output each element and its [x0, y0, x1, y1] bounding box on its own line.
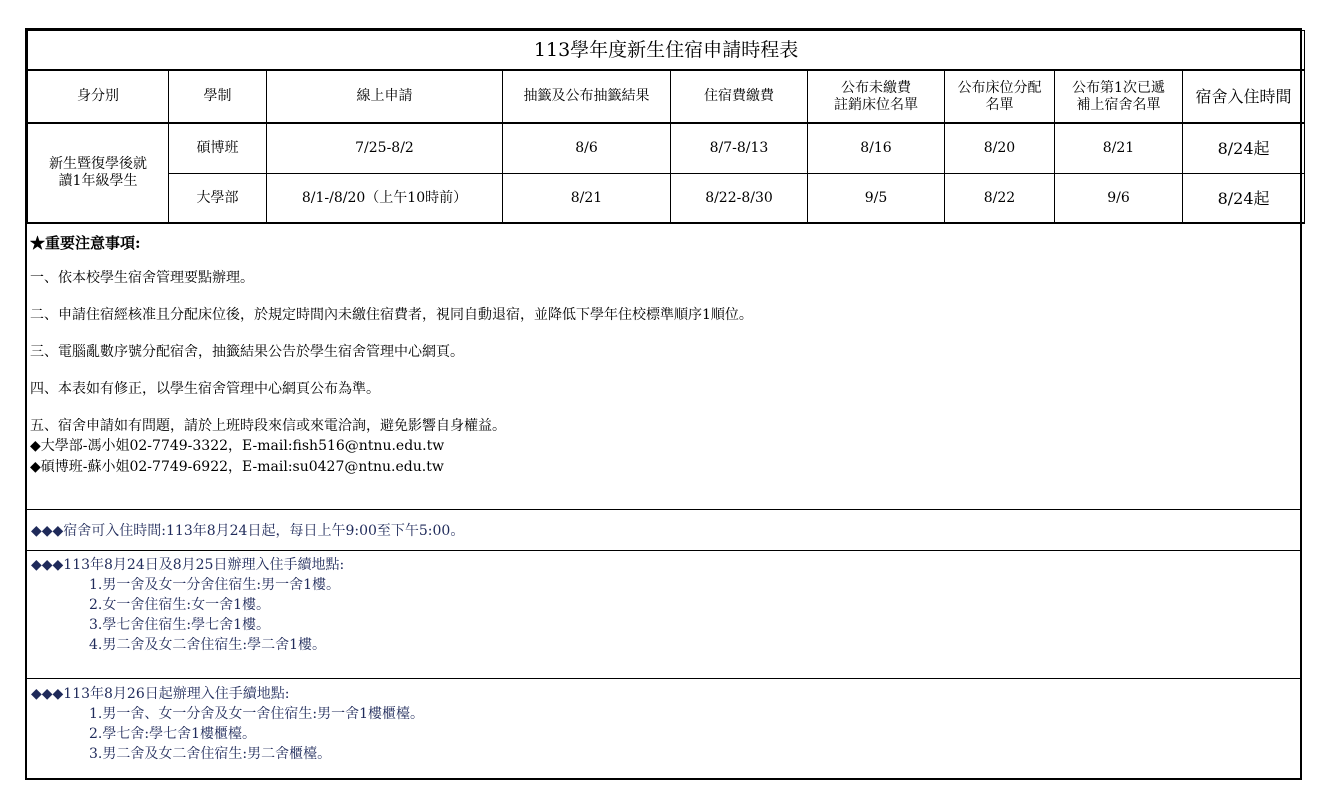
checkin-cell: 8/24起 — [1183, 123, 1305, 174]
note-item-3: 三、電腦亂數序號分配宿舍，抽籤結果公告於學生宿舍管理中心網頁。 — [30, 344, 464, 360]
header-program: 學制 — [169, 70, 267, 123]
header-bed-line-2: 名單 — [985, 96, 1014, 113]
payment-cell: 8/22-8/30 — [671, 174, 808, 224]
identity-cell — [28, 123, 169, 223]
note-item-4: 四、本表如有修正，以學生宿舍管理中心網頁公布為準。 — [30, 381, 380, 397]
unpaid-cell: 8/16 — [808, 123, 945, 174]
header-bed-allocation — [945, 70, 1055, 123]
online-cell: 8/1-/8/20（上午10時前） — [267, 174, 503, 224]
contact-undergraduate: ◆大學部-馮小姐02-7749-3322，E-mail:fish516@ntnu.edu.tw — [30, 438, 445, 454]
header-waitlist-line-1: 公布第1次已遞 — [1072, 79, 1165, 96]
header-waitlist-line-2: 補上宿舍名單 — [1076, 96, 1161, 113]
program-cell: 碩博班 — [169, 123, 267, 174]
header-waitlist — [1055, 70, 1183, 123]
identity-line-2: 讀1年級學生 — [58, 173, 138, 189]
schedule-table — [27, 30, 1305, 224]
location-a-heading: ◆◆◆113年8月24日及8月25日辦理入住手續地點: — [31, 557, 345, 573]
note-item-1: 一、依本校學生宿舍管理要點辦理。 — [30, 270, 254, 286]
lottery-cell: 8/6 — [503, 123, 671, 174]
checkin-time-notice — [27, 510, 1300, 551]
checkin-location-aug24-25 — [27, 551, 1300, 679]
online-cell: 7/25-8/2 — [267, 123, 503, 174]
location-b-item: 3.男二舍及女二舍住宿生:男二舍櫃檯。 — [89, 746, 332, 762]
notes-heading: ★重要注意事項: — [30, 234, 141, 252]
header-identity: 身分別 — [28, 70, 169, 123]
table-row — [28, 174, 1305, 224]
header-payment: 住宿費繳費 — [671, 70, 808, 123]
payment-cell: 8/7-8/13 — [671, 123, 808, 174]
location-a-item: 2.女一舍住宿生:女一舍1樓。 — [89, 597, 270, 613]
header-unpaid-line-1: 公布未繳費 — [841, 79, 911, 96]
checkin-cell: 8/24起 — [1183, 174, 1305, 224]
bed-cell: 8/20 — [945, 123, 1055, 174]
bed-cell: 8/22 — [945, 174, 1055, 224]
header-online-application: 線上申請 — [267, 70, 503, 123]
unpaid-cell: 9/5 — [808, 174, 945, 224]
header-unpaid-list — [808, 70, 945, 123]
location-a-item: 3.學七舍住宿生:學七舍1樓。 — [89, 617, 270, 633]
header-bed-line-1: 公布床位分配 — [957, 79, 1042, 96]
table-row — [28, 123, 1305, 174]
header-unpaid-line-2: 註銷床位名單 — [834, 96, 918, 113]
important-notes — [27, 224, 1300, 510]
program-cell: 大學部 — [169, 174, 267, 224]
contact-graduate: ◆碩博班-蘇小姐02-7749-6922，E-mail:su0427@ntnu.edu.tw — [30, 459, 444, 475]
lottery-cell: 8/21 — [503, 174, 671, 224]
waitlist-cell: 8/21 — [1055, 123, 1183, 174]
note-item-5: 五、宿舍申請如有問題，請於上班時段來信或來電洽詢，避免影響自身權益。 — [30, 418, 506, 434]
location-a-item: 4.男二舍及女二舍住宿生:學二舍1樓。 — [89, 637, 326, 653]
note-item-2: 二、申請住宿經核准且分配床位後，於規定時間內未繳住宿費者，視同自動退宿，並降低下學年住校標準順序1順位。 — [30, 307, 753, 323]
waitlist-cell: 9/6 — [1055, 174, 1183, 224]
location-a-item: 1.男一舍及女一分舍住宿生:男一舍1樓。 — [89, 577, 340, 593]
title-row — [28, 31, 1305, 71]
location-b-item: 1.男一舍、女一分舍及女一舍住宿生:男一舍1樓櫃檯。 — [89, 706, 424, 722]
checkin-time-text: ◆◆◆宿舍可入住時間:113年8月24日起，每日上午9:00至下午5:00。 — [31, 523, 465, 539]
identity-line-1: 新生暨復學後就 — [49, 156, 147, 172]
schedule-sheet — [25, 28, 1302, 780]
checkin-location-aug26 — [27, 679, 1300, 763]
location-b-heading: ◆◆◆113年8月26日起辦理入住手續地點: — [31, 686, 290, 702]
header-lottery: 抽籤及公布抽籤結果 — [503, 70, 671, 123]
header-row — [28, 70, 1305, 123]
page-title: 113學年度新生住宿申請時程表 — [28, 31, 1305, 71]
header-checkin: 宿舍入住時間 — [1183, 70, 1305, 123]
location-b-item: 2.學七舍:學七舍1樓櫃檯。 — [89, 726, 256, 742]
